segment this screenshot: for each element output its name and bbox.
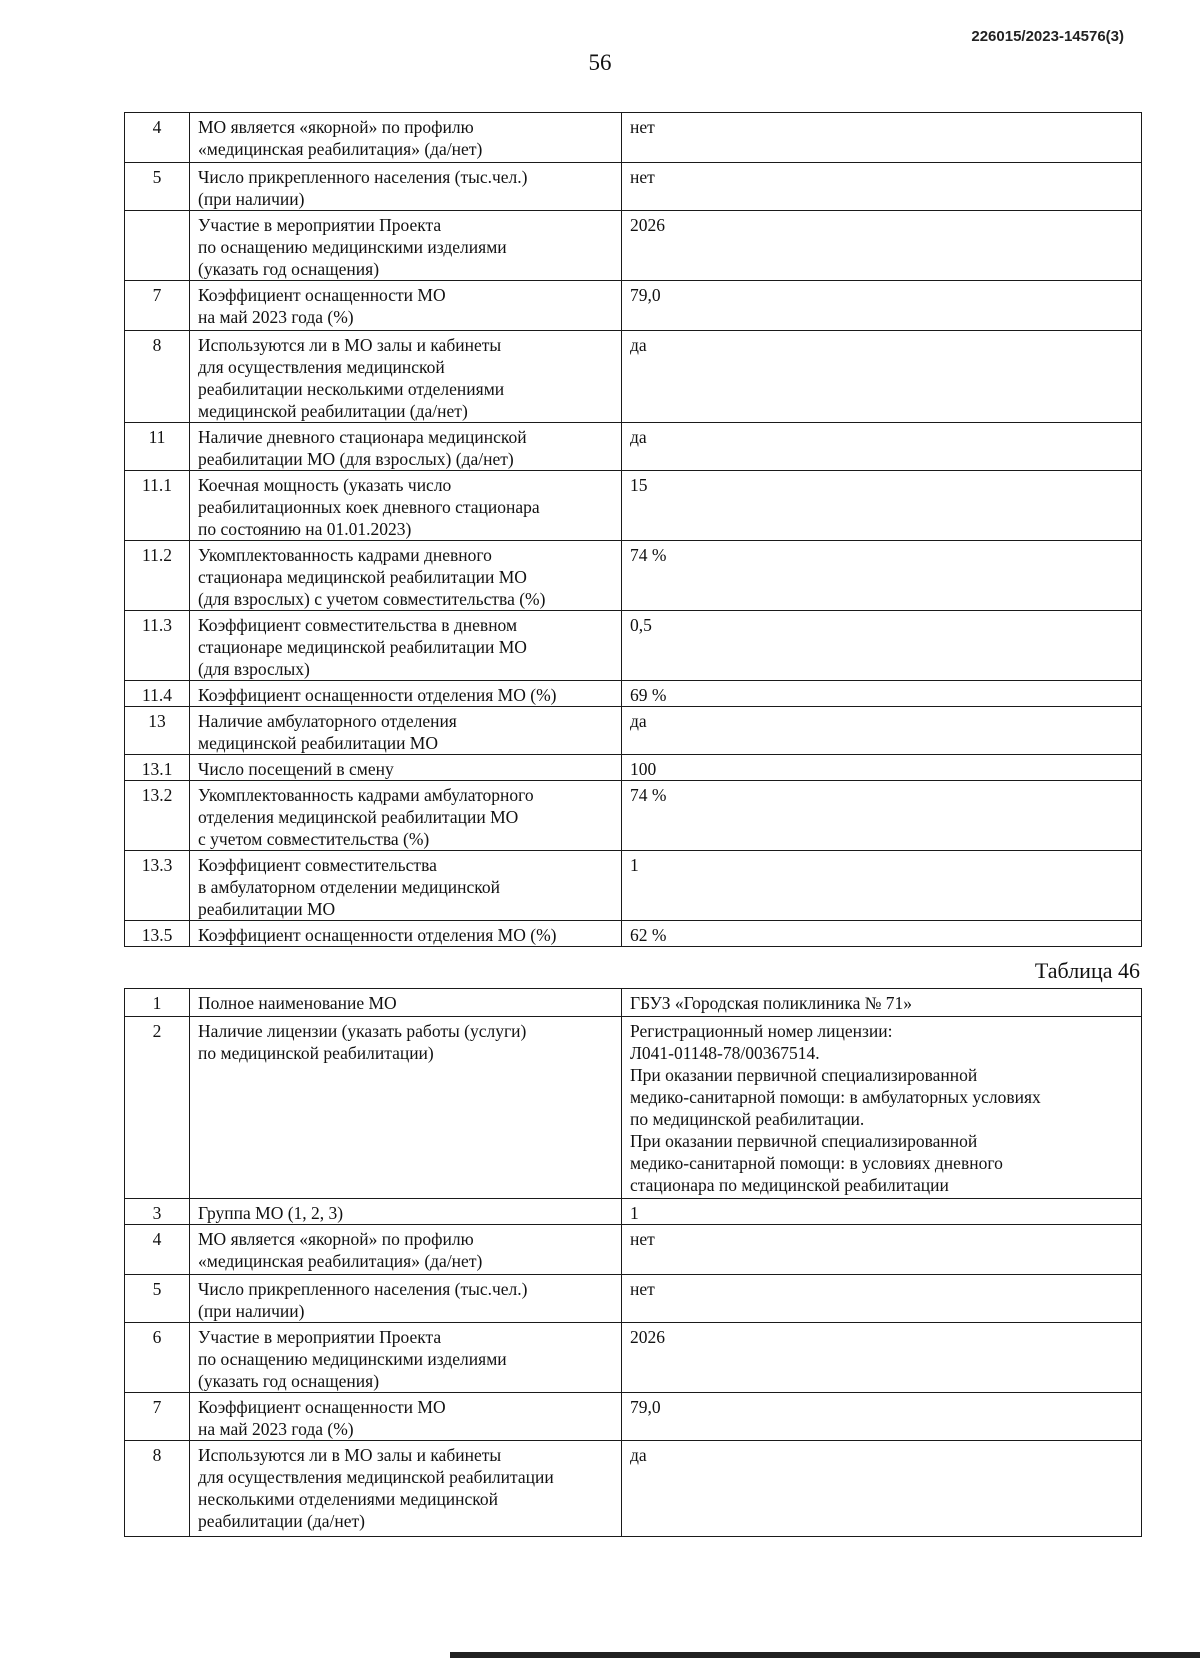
row-number: 13.3	[125, 851, 190, 921]
row-number: 5	[125, 1275, 190, 1323]
row-label: Участие в мероприятии Проекта по оснащению медицинскими изделиями (указать год оснащения)	[190, 1323, 622, 1393]
table-row	[125, 281, 1142, 331]
row-number: 13.5	[125, 921, 190, 947]
table-row	[125, 1017, 1142, 1199]
row-value: да	[622, 707, 1142, 755]
row-label: Используются ли в МО залы и кабинеты для осуществления медицинской реабилитации несколькими отделениями медицинской реабилитации (да/нет)	[190, 331, 622, 423]
row-value: 2026	[622, 211, 1142, 281]
row-value: 1	[622, 851, 1142, 921]
row-number	[125, 211, 190, 281]
table-row	[125, 681, 1142, 707]
row-label: Коэффициент оснащенности МО на май 2023 года (%)	[190, 1393, 622, 1441]
row-label: Коэффициент оснащенности отделения МО (%)	[190, 681, 622, 707]
table-row	[125, 1225, 1142, 1275]
table-row	[125, 1199, 1142, 1225]
row-label: Укомплектованность кадрами амбулаторного отделения медицинской реабилитации МО с учетом совместительства (%)	[190, 781, 622, 851]
row-value: нет	[622, 1275, 1142, 1323]
row-value: да	[622, 331, 1142, 423]
row-value: Регистрационный номер лицензии: Л041-01148-78/00367514. При оказании первичной специализированной медико-санитарной помощи: в амбулаторных условиях по медицинской реабилитации. При оказании первичной специализированной медико-санитарной помощи: в условиях дневного стационара по медицинской реабилитации	[622, 1017, 1142, 1199]
table-row	[125, 1275, 1142, 1323]
row-label: МО является «якорной» по профилю «медицинская реабилитация» (да/нет)	[190, 113, 622, 163]
row-value: 2026	[622, 1323, 1142, 1393]
table-row	[125, 423, 1142, 471]
row-number: 6	[125, 1323, 190, 1393]
table-row	[125, 163, 1142, 211]
scan-edge-bar	[450, 1652, 1200, 1658]
row-label: Число прикрепленного населения (тыс.чел.) (при наличии)	[190, 1275, 622, 1323]
row-number: 3	[125, 1199, 190, 1225]
row-label: Укомплектованность кадрами дневного стационара медицинской реабилитации МО (для взрослых) с учетом совместительства (%)	[190, 541, 622, 611]
row-label: Участие в мероприятии Проекта по оснащению медицинскими изделиями (указать год оснащения)	[190, 211, 622, 281]
row-label: Группа МО (1, 2, 3)	[190, 1199, 622, 1225]
table-row	[125, 113, 1142, 163]
table-row	[125, 471, 1142, 541]
row-number: 5	[125, 163, 190, 211]
row-label: Наличие дневного стационара медицинской реабилитации МО (для взрослых) (да/нет)	[190, 423, 622, 471]
row-value: 62 %	[622, 921, 1142, 947]
table-row	[125, 707, 1142, 755]
row-number: 13.2	[125, 781, 190, 851]
row-value: 15	[622, 471, 1142, 541]
row-number: 13.1	[125, 755, 190, 781]
row-value: 0,5	[622, 611, 1142, 681]
row-label: Коэффициент оснащенности отделения МО (%)	[190, 921, 622, 947]
table-row	[125, 1441, 1142, 1537]
row-number: 8	[125, 1441, 190, 1537]
page-number: 56	[588, 50, 612, 75]
row-label: Коэффициент совместительства в амбулаторном отделении медицинской реабилитации МО	[190, 851, 622, 921]
row-number: 11.4	[125, 681, 190, 707]
table-row	[125, 851, 1142, 921]
row-value: ГБУЗ «Городская поликлиника № 71»	[622, 989, 1142, 1017]
document-id: 226015/2023-14576(3)	[971, 28, 1124, 45]
table-caption: Таблица 46	[1034, 958, 1140, 983]
row-label: Полное наименование МО	[190, 989, 622, 1017]
table-row	[125, 921, 1142, 947]
row-number: 2	[125, 1017, 190, 1199]
row-number: 11.3	[125, 611, 190, 681]
row-number: 7	[125, 1393, 190, 1441]
row-value: нет	[622, 113, 1142, 163]
row-number: 11	[125, 423, 190, 471]
row-label: Коэффициент совместительства в дневном стационаре медицинской реабилитации МО (для взрослых)	[190, 611, 622, 681]
row-number: 8	[125, 331, 190, 423]
row-value: 79,0	[622, 281, 1142, 331]
table-row	[125, 989, 1142, 1017]
row-value: 79,0	[622, 1393, 1142, 1441]
row-label: Число посещений в смену	[190, 755, 622, 781]
row-value: 100	[622, 755, 1142, 781]
table-row	[125, 755, 1142, 781]
row-number: 7	[125, 281, 190, 331]
row-value: нет	[622, 163, 1142, 211]
row-label: Коэффициент оснащенности МО на май 2023 года (%)	[190, 281, 622, 331]
row-label: Наличие амбулаторного отделения медицинской реабилитации МО	[190, 707, 622, 755]
row-value: 1	[622, 1199, 1142, 1225]
row-value: нет	[622, 1225, 1142, 1275]
row-number: 13	[125, 707, 190, 755]
table-row	[125, 781, 1142, 851]
table-row	[125, 541, 1142, 611]
row-value: да	[622, 423, 1142, 471]
table-row	[125, 1393, 1142, 1441]
row-label: МО является «якорной» по профилю «медицинская реабилитация» (да/нет)	[190, 1225, 622, 1275]
row-number: 4	[125, 113, 190, 163]
row-number: 11.2	[125, 541, 190, 611]
row-label: Наличие лицензии (указать работы (услуги) по медицинской реабилитации)	[190, 1017, 622, 1199]
table-continued	[124, 112, 1142, 947]
row-label: Число прикрепленного населения (тыс.чел.) (при наличии)	[190, 163, 622, 211]
table-46	[124, 988, 1142, 1537]
table-row	[125, 611, 1142, 681]
table-row	[125, 331, 1142, 423]
row-value: да	[622, 1441, 1142, 1537]
table-row	[125, 1323, 1142, 1393]
row-label: Коечная мощность (указать число реабилитационных коек дневного стационара по состоянию на 01.01.2023)	[190, 471, 622, 541]
row-number: 4	[125, 1225, 190, 1275]
row-value: 74 %	[622, 541, 1142, 611]
table-row	[125, 211, 1142, 281]
row-label: Используются ли в МО залы и кабинеты для осуществления медицинской реабилитации несколькими отделениями медицинской реабилитации (да/нет)	[190, 1441, 622, 1537]
row-number: 11.1	[125, 471, 190, 541]
row-number: 1	[125, 989, 190, 1017]
row-value: 69 %	[622, 681, 1142, 707]
row-value: 74 %	[622, 781, 1142, 851]
